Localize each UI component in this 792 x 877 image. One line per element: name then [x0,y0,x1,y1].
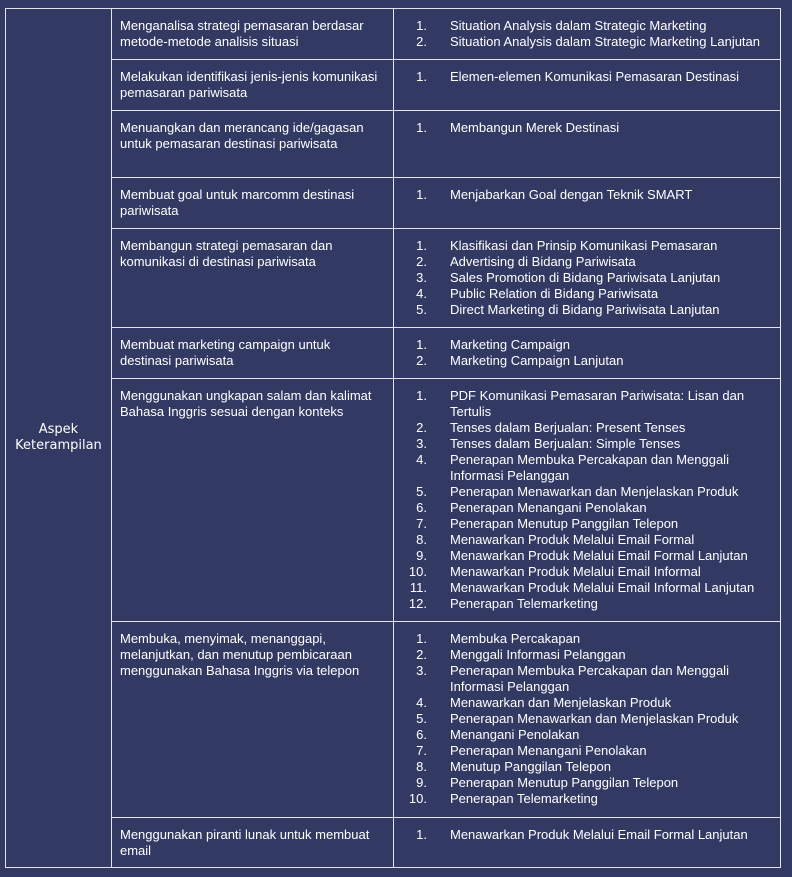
table-row [6,60,781,111]
list-item-text: Situation Analysis dalam Strategic Marketing [450,18,707,33]
topics-cell [394,379,781,622]
list-item-number: 5. [416,302,427,317]
list-item [394,18,772,34]
list-item [394,775,772,791]
list-item-text: Menawarkan Produk Melalui Email Formal Lanjutan [450,827,748,842]
list-item-number: 1. [416,388,427,403]
list-item-number: 7. [416,743,427,758]
list-item [394,663,772,695]
list-item-number: 4. [416,452,427,467]
list-item-number: 11. [409,580,427,595]
list-item-number: 7. [416,516,427,531]
list-item [394,500,772,516]
list-item [394,436,772,452]
list-item-text: Penerapan Menangani Penolakan [450,500,647,515]
topics-cell [394,60,781,111]
list-item-text: Advertising di Bidang Pariwisata [450,254,636,269]
list-item-text: Penerapan Menutup Panggilan Telepon [450,775,679,790]
list-item [394,548,772,564]
list-item-text: Penerapan Membuka Percakapan dan Menggali Informasi Pelanggan [450,663,729,694]
list-item-text: Situation Analysis dalam Strategic Marketing Lanjutan [450,34,761,49]
list-item [394,580,772,596]
list-item [394,516,772,532]
list-item-number: 1. [416,18,427,33]
competency-cell: Membuat marketing campaign untuk destinasi pariwisata [112,328,394,379]
table-row [6,229,781,328]
list-item-number: 10. [408,791,427,806]
list-item [394,695,772,711]
list-item [394,596,772,612]
list-item [394,711,772,727]
list-item-text: PDF Komunikasi Pemasaran Pariwisata: Lisan dan Tertulis [450,388,745,419]
list-item-text: Penerapan Menawarkan dan Menjelaskan Produk [450,484,739,499]
competency-table-body [6,9,781,868]
list-item-text: Menggali Informasi Pelanggan [450,647,626,662]
topics-cell [394,622,781,818]
list-item-text: Membuka Percakapan [450,631,581,646]
competency-cell: Menggunakan ungkapan salam dan kalimat Bahasa Inggris sesuai dengan konteks [112,379,394,622]
competency-cell: Menganalisa strategi pemasaran berdasar metode-metode analisis situasi [112,9,394,60]
list-item-text: Menawarkan dan Menjelaskan Produk [450,695,672,710]
table-row [6,622,781,818]
list-item [394,484,772,500]
list-item [394,452,772,484]
topic-list [394,238,772,318]
list-item-text: Penerapan Menutup Panggilan Telepon [450,516,679,531]
list-item [394,270,772,286]
list-item-number: 10. [408,564,427,579]
list-item-text: Menawarkan Produk Melalui Email Formal [450,532,695,547]
list-item-text: Penerapan Menawarkan dan Menjelaskan Produk [450,711,739,726]
list-item-text: Penerapan Telemarketing [450,596,598,611]
table-row [6,818,781,868]
list-item [394,743,772,759]
list-item-number: 1. [416,120,427,135]
list-item [394,302,772,318]
list-item-number: 2. [416,254,427,269]
list-item-text: Marketing Campaign Lanjutan [450,353,624,368]
list-item [394,187,772,203]
topics-cell [394,111,781,178]
competency-table [5,8,781,868]
topic-list [394,388,772,612]
list-item-number: 9. [416,548,427,563]
list-item-text: Menutup Panggilan Telepon [450,759,611,774]
competency-cell: Membuat goal untuk marcomm destinasi pariwisata [112,178,394,229]
list-item [394,388,772,420]
list-item-text: Menawarkan Produk Melalui Email Formal Lanjutan [450,548,748,563]
topic-list [394,69,772,85]
list-item-number: 5. [416,711,427,726]
competency-cell: Menuangkan dan merancang ide/gagasan untuk pemasaran destinasi pariwisata [112,111,394,178]
topic-list [394,120,772,136]
topic-list [394,18,772,50]
list-item [394,727,772,743]
list-item-text: Tenses dalam Berjualan: Simple Tenses [450,436,681,451]
list-item-text: Sales Promotion di Bidang Pariwisata Lanjutan [450,270,721,285]
aspect-label: Aspek Keterampilan [6,9,112,868]
list-item-text: Membangun Merek Destinasi [450,120,620,135]
table-row [6,9,781,60]
list-item-number: 2. [416,353,427,368]
list-item [394,564,772,580]
list-item [394,69,772,85]
list-item [394,759,772,775]
table-row [6,379,781,622]
list-item-number: 1. [416,337,427,352]
list-item [394,532,772,548]
list-item-number: 6. [416,500,427,515]
topics-cell [394,178,781,229]
topic-list [394,827,772,843]
list-item [394,631,772,647]
competency-cell: Menggunakan piranti lunak untuk membuat email [112,818,394,868]
topics-cell [394,818,781,868]
topic-list [394,337,772,369]
table-row [6,178,781,229]
topics-cell [394,328,781,379]
list-item [394,286,772,302]
list-item [394,254,772,270]
list-item-number: 1. [416,187,427,202]
list-item-number: 9. [416,775,427,790]
list-item-number: 8. [416,532,427,547]
table-row [6,328,781,379]
list-item-number: 1. [416,238,427,253]
topic-list [394,187,772,203]
list-item [394,420,772,436]
list-item-text: Menawarkan Produk Melalui Email Informal [450,564,701,579]
list-item-text: Elemen-elemen Komunikasi Pemasaran Destinasi [450,69,740,84]
list-item-number: 1. [416,631,427,646]
competency-cell: Membangun strategi pemasaran dan komunikasi di destinasi pariwisata [112,229,394,328]
list-item-number: 8. [416,759,427,774]
list-item-number: 4. [416,286,427,301]
list-item-number: 2. [416,34,427,49]
list-item-text: Marketing Campaign [450,337,570,352]
list-item-text: Direct Marketing di Bidang Pariwisata Lanjutan [450,302,720,317]
list-item [394,353,772,369]
topics-cell [394,229,781,328]
list-item-text: Penerapan Membuka Percakapan dan Menggali Informasi Pelanggan [450,452,729,483]
list-item [394,238,772,254]
list-item-number: 3. [416,270,427,285]
topic-list [394,631,772,807]
list-item [394,791,772,807]
list-item-text: Menangani Penolakan [450,727,580,742]
competency-cell: Melakukan identifikasi jenis-jenis komunikasi pemasaran pariwisata [112,60,394,111]
list-item-number: 2. [416,420,427,435]
list-item-number: 1. [416,69,427,84]
competency-cell: Membuka, menyimak, menanggapi, melanjutkan, dan menutup pembicaraan menggunakan Bahasa Inggris via telepon [112,622,394,818]
list-item-text: Penerapan Telemarketing [450,791,598,806]
list-item [394,827,772,843]
list-item-text: Public Relation di Bidang Pariwisata [450,286,659,301]
list-item-number: 1. [416,827,427,842]
list-item [394,647,772,663]
list-item-number: 5. [416,484,427,499]
list-item-text: Menjabarkan Goal dengan Teknik SMART [450,187,693,202]
list-item-text: Klasifikasi dan Prinsip Komunikasi Pemasaran [450,238,718,253]
list-item-text: Menawarkan Produk Melalui Email Informal Lanjutan [450,580,755,595]
table-row [6,111,781,178]
list-item-number: 4. [416,695,427,710]
list-item [394,120,772,136]
list-item [394,337,772,353]
list-item-number: 3. [416,436,427,451]
list-item-text: Tenses dalam Berjualan: Present Tenses [450,420,686,435]
list-item [394,34,772,50]
list-item-number: 12. [408,596,427,611]
list-item-text: Penerapan Menangani Penolakan [450,743,647,758]
list-item-number: 3. [416,663,427,678]
list-item-number: 6. [416,727,427,742]
list-item-number: 2. [416,647,427,662]
topics-cell [394,9,781,60]
